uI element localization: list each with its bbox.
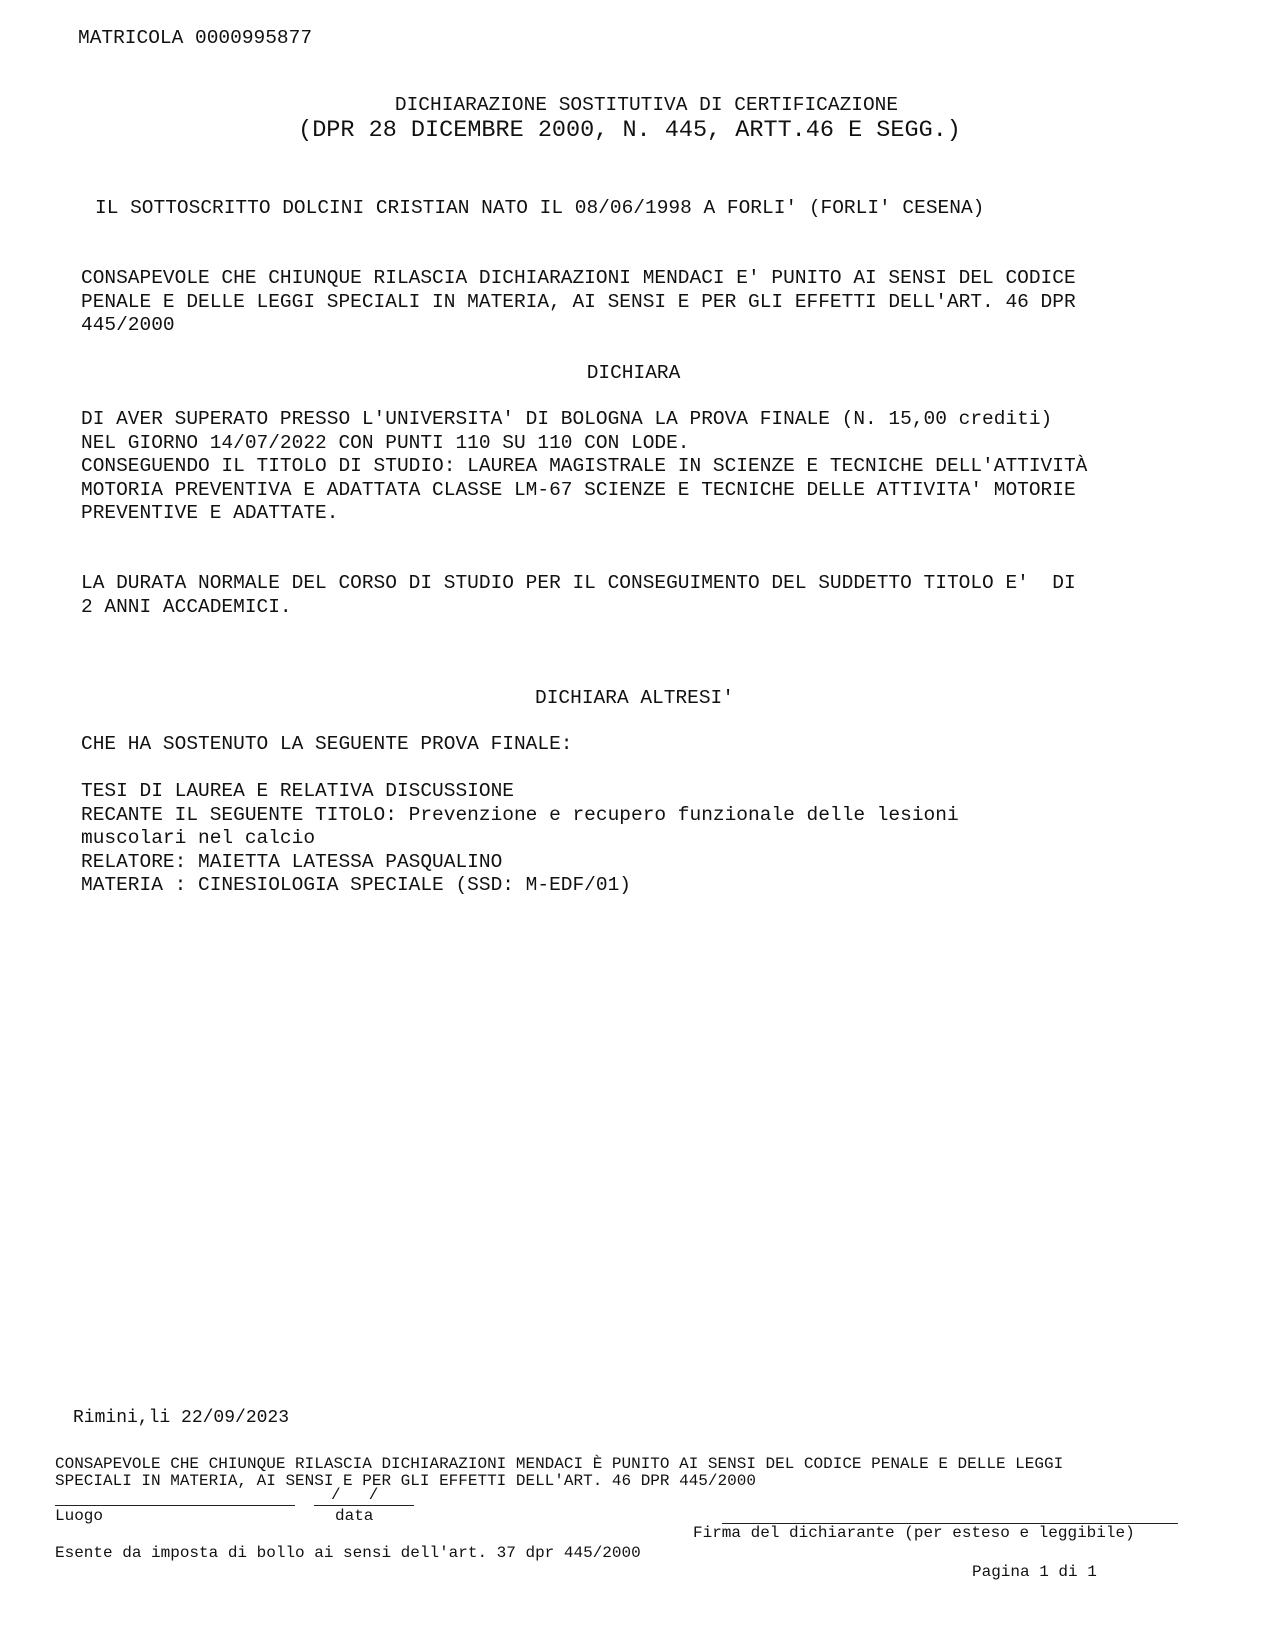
stamp-exemption-note: Esente da imposta di bollo ai sensi dell'art. 37 dpr 445/2000 xyxy=(55,1544,641,1562)
final-exam-intro: CHE HA SOSTENUTO LA SEGUENTE PROVA FINALE: xyxy=(81,733,573,755)
disclaimer-line-2: SPECIALI IN MATERIA, AI SENSI E PER GLI EFFETTI DELL'ART. 46 DPR 445/2000 xyxy=(55,1472,756,1490)
place-and-date: Rimini,li 22/09/2023 xyxy=(73,1408,290,1428)
also-declares-heading: DICHIARA ALTRESI' xyxy=(535,687,734,709)
place-signature-line xyxy=(55,1505,295,1506)
place-label: Luogo xyxy=(55,1507,104,1525)
page-number: Pagina 1 di 1 xyxy=(972,1563,1097,1581)
document-title: DICHIARAZIONE SOSTITUTIVA DI CERTIFICAZIONE xyxy=(394,94,899,116)
declares-heading: DICHIARA xyxy=(586,362,681,384)
disclaimer-line-1: CONSAPEVOLE CHE CHIUNQUE RILASCIA DICHIARAZIONI MENDACI È PUNITO AI SENSI DEL CODICE PENALE E DELLE LEGGI xyxy=(55,1455,1064,1473)
date-label: data xyxy=(335,1507,374,1525)
course-duration-paragraph: LA DURATA NORMALE DEL CORSO DI STUDIO PER IL CONSEGUIMENTO DEL SUDDETTO TITOLO E' DI 2 ANNI ACCADEMICI. xyxy=(81,572,1076,618)
thesis-details: TESI DI LAUREA E RELATIVA DISCUSSIONE RECANTE IL SEGUENTE TITOLO: Prevenzione e recupero funzionale delle lesioni muscolari nel calcio RELATORE: MAIETTA LATESSA PASQUALINO MATERIA : CINESIOLOGIA SPECIALE (SSD: M-EDF/01) xyxy=(81,780,959,896)
awareness-paragraph: CONSAPEVOLE CHE CHIUNQUE RILASCIA DICHIARAZIONI MENDACI E' PUNITO AI SENSI DEL CODICE PENALE E DELLE LEGGI SPECIALI IN MATERIA, AI SENSI E PER GLI EFFETTI DELL'ART. 46 DPR 445/2000 xyxy=(81,267,1076,336)
date-signature-line xyxy=(314,1505,414,1506)
signature-label: Firma del dichiarante (per esteso e leggibile) xyxy=(693,1524,1135,1542)
date-separators: / / xyxy=(331,1486,382,1504)
subscriber-statement: IL SOTTOSCRITTO DOLCINI CRISTIAN NATO IL 08/06/1998 A FORLI' (FORLI' CESENA) xyxy=(95,197,985,219)
declaration-paragraph: DI AVER SUPERATO PRESSO L'UNIVERSITA' DI BOLOGNA LA PROVA FINALE (N. 15,00 crediti) NEL GIORNO 14/07/2022 CON PUNTI 110 SU 110 CON LODE. CONSEGUENDO IL TITOLO DI STUDIO: LAUREA MAGISTRALE IN SCIENZE E TECNICHE DELL'ATTIVITÀ MOTORIA PREVENTIVA E ADATTATA CLASSE LM-67 SCIENZE E TECNICHE DELLE ATTIVITA' MOTORIE PREVENTIVE E ADATTATE. xyxy=(81,408,1088,524)
matricola-number: MATRICOLA 0000995877 xyxy=(78,27,313,49)
document-legal-reference: (DPR 28 DICEMBRE 2000, N. 445, ARTT.46 E SEGG.) xyxy=(298,117,961,144)
